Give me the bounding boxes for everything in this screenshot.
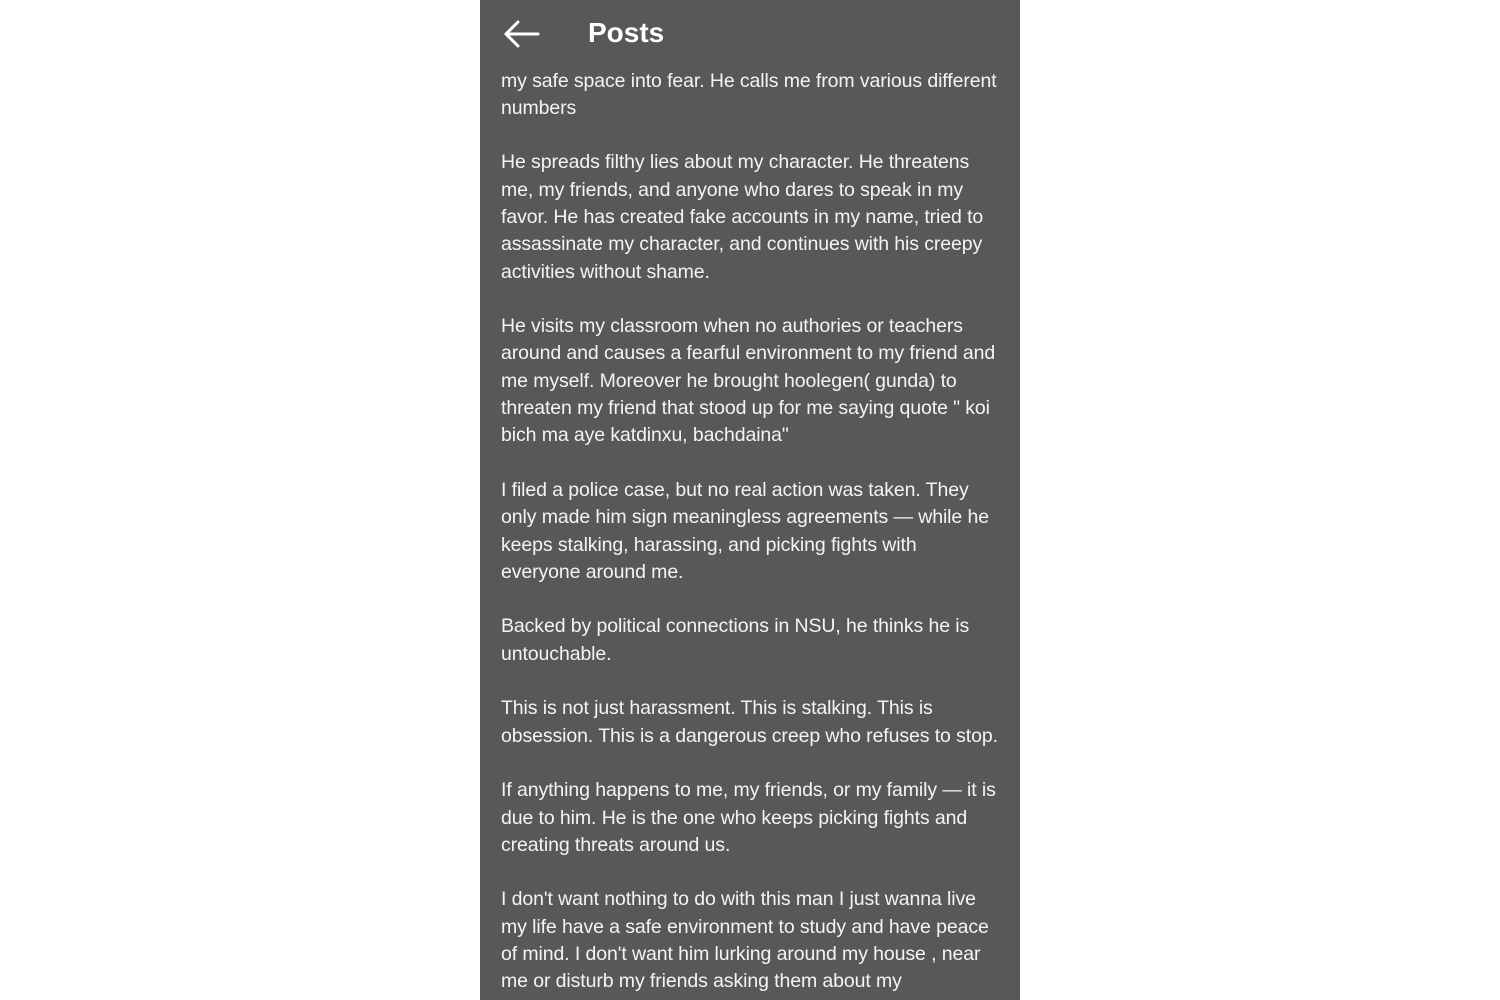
top-app-bar [480,0,1020,68]
page-title: Posts [588,17,665,48]
post-paragraph: This is not just harassment. This is stalking. This is obsession. This is a dangerous creep who refuses to stop. [501,697,998,747]
back-button[interactable] [498,14,546,54]
post-paragraph: He visits my classroom when no authories or teachers around and causes a fearful environment to my friend and me myself. Moreover he brought hoolegen( gunda) to threaten my friend that stood up for me saying quote " koi bich ma aye katdinxu, bachdaina" [501,315,996,447]
post-paragraph: Backed by political connections in NSU, he thinks he is untouchable. [501,615,970,665]
post-body [501,68,1006,1000]
app-screen [480,0,1020,1000]
post-paragraph: I don't want nothing to do with this man I just wanna live my life have a safe environment to study and have peace of mind. I don't want him lurking around my house , near me or disturb my friends asking them about my [501,888,989,993]
arrow-left-icon [503,20,541,48]
post-paragraph: I filed a police case, but no real action was taken. They only made him sign meaningless agreements — while he keeps stalking, harassing, and picking fights with everyone around me. [501,478,989,583]
post-paragraph: He spreads filthy lies about my character. He threatens me, my friends, and anyone who dares to speak in my favor. He has created fake accounts in my name, tried to assassinate my character, and continues with his creepy activities without shame. [501,151,984,283]
post-paragraph: If anything happens to me, my friends, or my family — it is due to him. He is the one who keeps picking fights and creating threats around us. [501,779,996,856]
post-paragraph: my safe space into fear. He calls me from various different numbers [501,69,997,119]
